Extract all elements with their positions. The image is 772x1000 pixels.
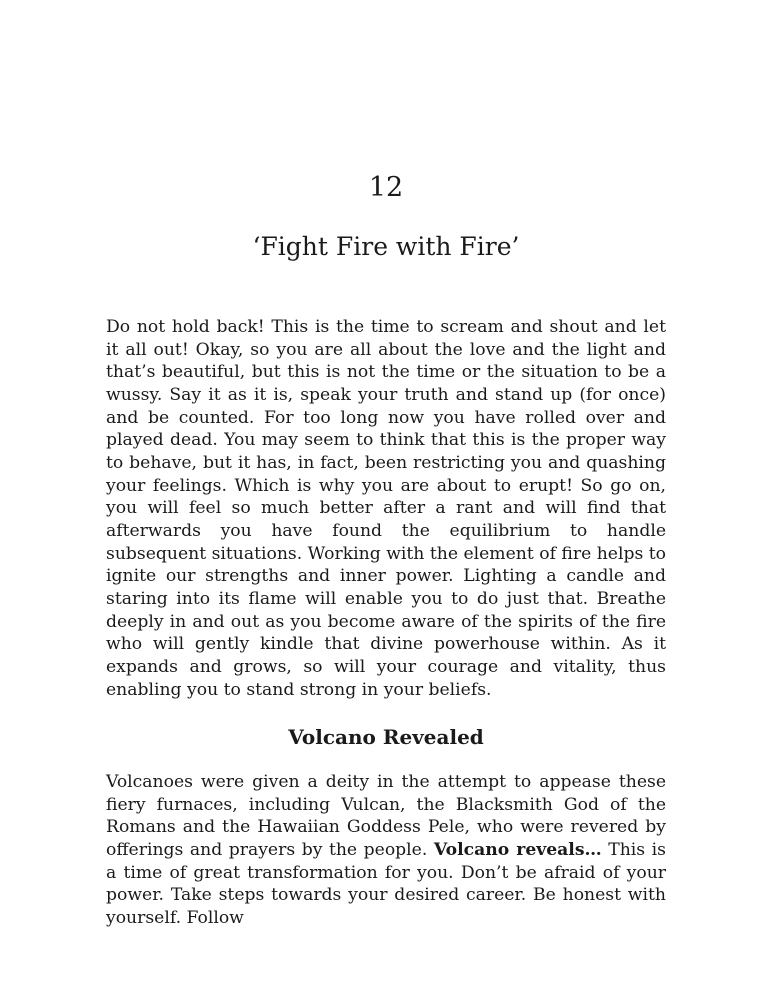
chapter-number: 12 (368, 172, 404, 203)
section-paragraph-text-end: This is a time of great transformation for you. Don’t be afraid of your power. Take steps towards your desired career. Be honest with yourself. Follow (106, 839, 666, 928)
section-paragraph-text-start: Volcanoes were given a deity in the attempt to appease these fiery furnaces, including Vulcan, the Blacksmith God of the Romans and the Hawaiian Goddess Pele, who were revered by offerings and prayers by the people. (106, 772, 666, 860)
chapter-title: ‘Fight Fire with Fire’ (252, 232, 520, 261)
section-bold-phrase: Volcano reveals… (433, 839, 602, 860)
section-paragraph (106, 771, 666, 930)
body-paragraph: Do not hold back! This is the time to scream and shout and let it all out! Okay, so you are all about the love and the light and that’s beautiful, but this is not the time or the situation to be a wussy. Say it as it is, speak your truth and stand up (for once) and be counted. For too long now you have rolled over and played dead. You may seem to think that this is the proper way to behave, but it has, in fact, been restricting you and quashing your feelings. Which is why you are about to erupt! So go on, you will feel so much better after a rant and will find that afterwards you have found the equilibrium to handle subsequent situations. Working with the element of fire helps to ignite our strengths and inner power. Lighting a candle and staring into its flame will enable you to do just that. Breathe deeply in and out as you become aware of the spirits of the fire who will gently kindle that divine powerhouse within. As it expands and grows, so will your courage and vitality, thus enabling you to stand strong in your beliefs. (106, 317, 666, 700)
section-heading: Volcano Revealed (288, 725, 484, 749)
